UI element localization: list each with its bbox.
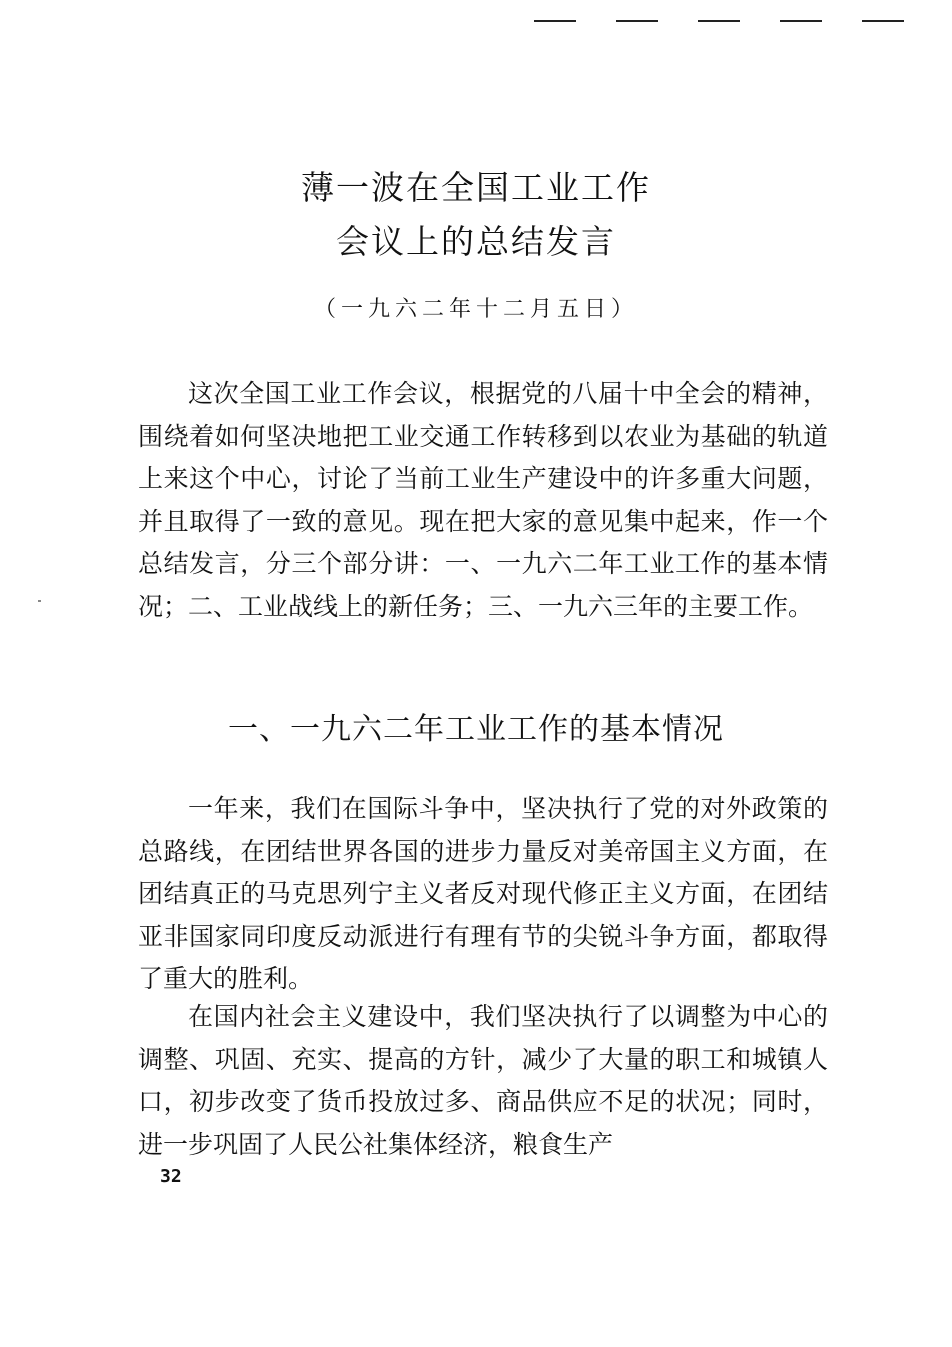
speech-date: （一九六二年十二月五日） xyxy=(313,297,638,322)
header-rule-1 xyxy=(534,20,576,22)
body-paragraph-1: 一年来，我们在国际斗争中，坚决执行了党的对外政策的总路线，在团结世界各国的进步力量反对美帝国主义方面，在团结真正的马克思列宁主义者反对现代修正主义方面，在团结亚非国家同印度反动派进行有理有节的尖锐斗争方面，都取得了重大的胜利。 xyxy=(138,794,828,993)
scan-speck xyxy=(38,600,41,602)
header-rule-5 xyxy=(862,20,904,22)
header-rule-3 xyxy=(698,20,740,22)
header-rule-4 xyxy=(780,20,822,22)
intro-paragraph: 这次全国工业工作会议，根据党的八届十中全会的精神，围绕着如何坚决地把工业交通工作转移到以农业为基础的轨道上来这个中心，讨论了当前工业生产建设中的许多重大问题，并且取得了一致的意见。现在把大家的意见集中起来，作一个总结发言，分三个部分讲：一、一九六二年工业工作的基本情况；二、工业战线上的新任务；三、一九六三年的主要工作。 xyxy=(138,379,828,621)
page-title-line-2: 会议上的总结发言 xyxy=(336,222,616,261)
header-rule-2 xyxy=(616,20,658,22)
body-paragraph-2: 在国内社会主义建设中，我们坚决执行了以调整为中心的调整、巩固、充实、提高的方针，减少了大量的职工和城镇人口，初步改变了货币投放过多、商品供应不足的状况；同时，进一步巩固了人民公社集体经济，粮食生产 xyxy=(138,1002,828,1159)
page-number: 32 xyxy=(160,1166,182,1187)
section-heading: 一、一九六二年工业工作的基本情况 xyxy=(228,712,724,747)
page-title-line-1: 薄一波在全国工业工作 xyxy=(301,168,651,207)
